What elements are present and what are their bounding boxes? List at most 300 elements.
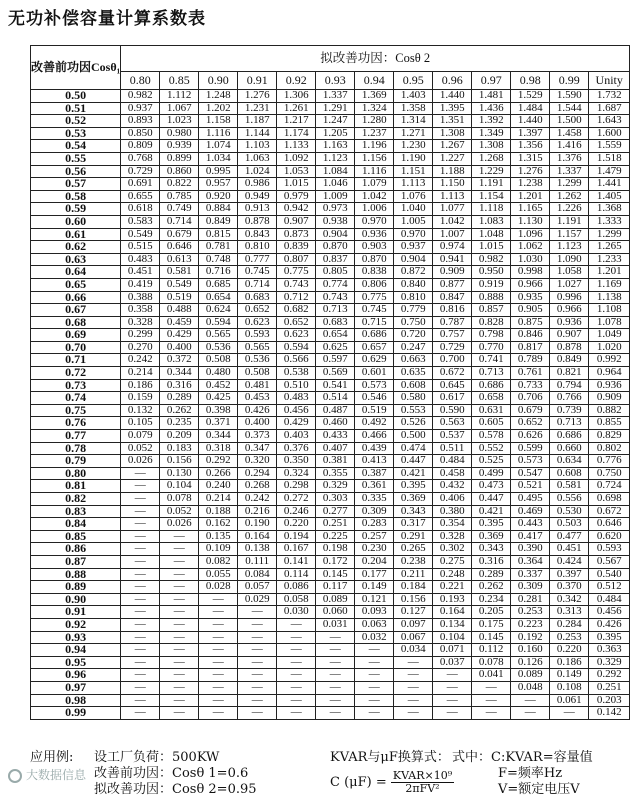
coefficient-cell: 0.257: [355, 530, 394, 543]
coefficient-cell: 1.196: [355, 140, 394, 153]
coefficient-cell: —: [277, 694, 316, 707]
coefficient-cell: 1.067: [160, 102, 199, 115]
coefficient-cell: —: [160, 543, 199, 556]
coefficient-cell: 1.015: [472, 241, 511, 254]
coefficient-cell: 0.361: [355, 480, 394, 493]
coefficient-cell: 0.397: [550, 568, 589, 581]
pf-after-header: 0.92: [277, 72, 316, 90]
coefficient-cell: 0.376: [277, 442, 316, 455]
coefficient-cell: 1.042: [433, 215, 472, 228]
coefficient-cell: 0.860: [160, 165, 199, 178]
coefficient-cell: 0.597: [316, 354, 355, 367]
coefficient-cell: 1.048: [472, 228, 511, 241]
pf-before-cell: 0.50: [31, 90, 121, 103]
coefficient-cell: 0.067: [394, 631, 433, 644]
coefficient-cell: —: [199, 618, 238, 631]
coefficient-cell: 0.460: [316, 417, 355, 430]
coefficient-cell: 1.600: [589, 127, 630, 140]
coefficient-cell: 1.261: [277, 102, 316, 115]
coefficient-cell: 0.097: [394, 618, 433, 631]
coefficient-cell: —: [316, 644, 355, 657]
coefficient-cell: 1.201: [589, 266, 630, 279]
coefficient-cell: 1.058: [550, 266, 589, 279]
table-row: [31, 681, 630, 694]
coefficient-cell: 0.370: [550, 581, 589, 594]
coefficient-cell: 0.743: [277, 278, 316, 291]
coefficient-cell: 0.214: [199, 493, 238, 506]
coefficient-cell: 0.316: [472, 555, 511, 568]
coefficient-cell: 0.492: [355, 417, 394, 430]
table-row: [31, 291, 630, 304]
coefficient-cell: 1.063: [238, 152, 277, 165]
table-row: [31, 367, 630, 380]
coefficient-cell: 0.553: [394, 404, 433, 417]
coefficient-cell: 0.302: [433, 543, 472, 556]
pf-before-cell: 0.94: [31, 644, 121, 657]
coefficient-cell: 0.761: [511, 367, 550, 380]
coefficient-cell: —: [277, 631, 316, 644]
coefficient-cell: 0.344: [160, 367, 199, 380]
coefficient-cell: 0.309: [511, 581, 550, 594]
coefficient-cell: 0.540: [589, 568, 630, 581]
coefficient-cell: —: [121, 467, 160, 480]
coefficient-cell: 0.242: [121, 354, 160, 367]
coefficient-cell: 0.583: [121, 215, 160, 228]
pf-after-header: 0.90: [199, 72, 238, 90]
coefficient-cell: 0.909: [589, 392, 630, 405]
table-row: [31, 215, 630, 228]
coefficient-cell: 0.646: [160, 241, 199, 254]
coefficient-cell: 0.878: [550, 341, 589, 354]
coefficient-cell: —: [355, 707, 394, 720]
pf-before-cell: 0.67: [31, 304, 121, 317]
table-row: [31, 480, 630, 493]
coefficient-cell: 0.145: [472, 631, 511, 644]
coefficient-cell: 1.233: [589, 253, 630, 266]
table-row: [31, 140, 630, 153]
pf-after-header: 0.99: [550, 72, 589, 90]
coefficient-cell: —: [238, 681, 277, 694]
coefficient-cell: 0.511: [433, 442, 472, 455]
coefficient-cell: 0.266: [199, 467, 238, 480]
coefficient-cell: 0.870: [316, 241, 355, 254]
coefficient-cell: 0.175: [472, 618, 511, 631]
coefficient-cell: 0.395: [589, 631, 630, 644]
coefficient-cell: 0.328: [121, 316, 160, 329]
coefficient-cell: 0.262: [160, 404, 199, 417]
coefficient-cell: 0.343: [472, 543, 511, 556]
coefficient-cell: 0.324: [277, 467, 316, 480]
table-row: [31, 228, 630, 241]
coefficient-cell: 0.284: [550, 618, 589, 631]
coefficient-cell: 1.030: [511, 253, 550, 266]
coefficient-cell: —: [433, 694, 472, 707]
coefficient-cell: 1.351: [433, 115, 472, 128]
coefficient-cell: 1.643: [589, 115, 630, 128]
coefficient-cell: 0.135: [199, 530, 238, 543]
coefficient-cell: 0.167: [277, 543, 316, 556]
coefficient-cell: —: [316, 669, 355, 682]
coefficient-cell: 0.060: [316, 606, 355, 619]
coefficient-cell: 0.057: [238, 581, 277, 594]
coefficient-cell: 0.398: [199, 404, 238, 417]
table-row: [31, 618, 630, 631]
coefficient-cell: 0.629: [355, 354, 394, 367]
coefficient-cell: 0.739: [550, 404, 589, 417]
coefficient-cell: —: [394, 656, 433, 669]
coefficient-cell: 0.698: [589, 493, 630, 506]
coefficient-cell: 0.142: [589, 707, 630, 720]
pf-after-header: 0.98: [511, 72, 550, 90]
coefficient-cell: 0.294: [238, 467, 277, 480]
coefficient-cell: 1.441: [589, 178, 630, 191]
coefficient-cell: 0.484: [433, 455, 472, 468]
coefficient-cell: 0.829: [589, 430, 630, 443]
coefficient-cell: —: [121, 631, 160, 644]
coefficient-cell: 0.838: [355, 266, 394, 279]
pf-before-cell: 0.99: [31, 707, 121, 720]
coefficient-cell: 0.381: [316, 455, 355, 468]
coefficient-cell: 0.499: [472, 467, 511, 480]
pf-before-cell: 0.70: [31, 341, 121, 354]
coefficient-cell: 0.716: [199, 266, 238, 279]
coefficient-cell: 0.794: [550, 379, 589, 392]
coefficient-cell: 0.188: [199, 505, 238, 518]
coefficient-cell: 0.078: [160, 493, 199, 506]
coefficient-table: [30, 45, 630, 720]
coefficient-cell: 0.805: [316, 266, 355, 279]
coefficient-cell: —: [199, 593, 238, 606]
coefficient-cell: 1.103: [238, 140, 277, 153]
coefficient-cell: —: [238, 618, 277, 631]
table-row: [31, 644, 630, 657]
coefficient-cell: 0.733: [511, 379, 550, 392]
coefficient-cell: 0.777: [238, 253, 277, 266]
coefficient-cell: 0.679: [160, 228, 199, 241]
coefficient-cell: 1.276: [238, 90, 277, 103]
coefficient-cell: 0.654: [199, 291, 238, 304]
coefficient-cell: 0.645: [433, 379, 472, 392]
coefficient-cell: —: [199, 669, 238, 682]
coefficient-cell: 0.108: [550, 681, 589, 694]
coefficient-cell: 0.458: [433, 467, 472, 480]
coefficient-cell: 1.015: [277, 178, 316, 191]
coefficient-cell: 0.079: [121, 430, 160, 443]
header-pf-after: 拟改善功因：Cosθ 2: [121, 46, 630, 72]
table-row: [31, 581, 630, 594]
coefficient-cell: 0.052: [121, 442, 160, 455]
coefficient-cell: 0.055: [199, 568, 238, 581]
coefficient-cell: 0.563: [433, 417, 472, 430]
coefficient-cell: 0.939: [160, 140, 199, 153]
coefficient-cell: 1.368: [589, 203, 630, 216]
coefficient-cell: 0.419: [121, 278, 160, 291]
coefficient-cell: 0.601: [355, 367, 394, 380]
formula-lhs: C (μF) =: [330, 775, 387, 790]
coefficient-cell: —: [121, 568, 160, 581]
coefficient-cell: 0.447: [394, 455, 433, 468]
coefficient-cell: 0.828: [472, 316, 511, 329]
coefficient-cell: 0.809: [121, 140, 160, 153]
coefficient-cell: 0.618: [121, 203, 160, 216]
coefficient-cell: 1.265: [589, 241, 630, 254]
coefficient-cell: 0.159: [121, 392, 160, 405]
pf-before-cell: 0.69: [31, 329, 121, 342]
coefficient-cell: 0.400: [238, 417, 277, 430]
coefficient-cell: 0.655: [121, 190, 160, 203]
coefficient-cell: 0.456: [589, 606, 630, 619]
pf-before-cell: 0.75: [31, 404, 121, 417]
coefficient-cell: 0.483: [277, 392, 316, 405]
coefficient-cell: 0.872: [394, 266, 433, 279]
coefficient-cell: 1.188: [433, 165, 472, 178]
watermark: [8, 766, 86, 783]
coefficient-cell: 0.686: [550, 430, 589, 443]
coefficient-cell: 0.980: [160, 127, 199, 140]
coefficient-cell: 0.512: [589, 581, 630, 594]
coefficient-cell: 1.083: [472, 215, 511, 228]
example-pf-before: 改善前功因：Cosθ 1=0.6: [94, 766, 249, 781]
coefficient-cell: 0.519: [355, 404, 394, 417]
coefficient-cell: 0.268: [238, 480, 277, 493]
coefficient-cell: 0.567: [589, 555, 630, 568]
coefficient-cell: 0.996: [550, 291, 589, 304]
coefficient-cell: 1.006: [355, 203, 394, 216]
coefficient-cell: 0.873: [277, 228, 316, 241]
coefficient-cell: 0.846: [511, 329, 550, 342]
coefficient-cell: 1.395: [433, 102, 472, 115]
coefficient-cell: 0.342: [550, 593, 589, 606]
coefficient-cell: 0.857: [472, 304, 511, 317]
coefficient-cell: —: [433, 681, 472, 694]
coefficient-cell: —: [121, 694, 160, 707]
coefficient-cell: 0.569: [316, 367, 355, 380]
coefficient-cell: 0.608: [394, 379, 433, 392]
where-frequency: F=频率Hz: [498, 766, 563, 781]
coefficient-cell: 1.529: [511, 90, 550, 103]
coefficient-cell: 0.320: [238, 455, 277, 468]
coefficient-cell: 0.982: [121, 90, 160, 103]
coefficient-cell: 0.184: [394, 581, 433, 594]
coefficient-cell: 0.875: [511, 316, 550, 329]
coefficient-cell: 1.248: [199, 90, 238, 103]
coefficient-cell: 0.646: [589, 518, 630, 531]
coefficient-cell: 0.488: [160, 304, 199, 317]
coefficient-cell: 0.204: [355, 555, 394, 568]
coefficient-cell: 0.105: [121, 417, 160, 430]
coefficient-cell: 0.748: [199, 253, 238, 266]
coefficient-cell: 0.691: [121, 178, 160, 191]
coefficient-cell: 1.687: [589, 102, 630, 115]
coefficient-cell: 0.313: [550, 606, 589, 619]
coefficient-cell: 0.920: [199, 190, 238, 203]
coefficient-cell: —: [355, 656, 394, 669]
coefficient-cell: 0.713: [472, 367, 511, 380]
coefficient-cell: 1.191: [472, 178, 511, 191]
coefficient-cell: —: [121, 606, 160, 619]
coefficient-cell: 0.253: [511, 606, 550, 619]
coefficient-cell: —: [316, 631, 355, 644]
coefficient-cell: 0.949: [238, 190, 277, 203]
table-row: [31, 165, 630, 178]
pf-before-cell: 0.97: [31, 681, 121, 694]
coefficient-cell: —: [238, 644, 277, 657]
coefficient-cell: 0.635: [394, 367, 433, 380]
coefficient-cell: 0.061: [550, 694, 589, 707]
coefficient-cell: 1.090: [550, 253, 589, 266]
coefficient-cell: 0.581: [550, 480, 589, 493]
coefficient-cell: —: [394, 681, 433, 694]
coefficient-cell: 0.683: [238, 291, 277, 304]
table-row: [31, 316, 630, 329]
coefficient-cell: 0.211: [394, 568, 433, 581]
pf-before-cell: 0.53: [31, 127, 121, 140]
coefficient-cell: 0.086: [277, 581, 316, 594]
coefficient-cell: 0.031: [316, 618, 355, 631]
coefficient-cell: 1.027: [550, 278, 589, 291]
coefficient-cell: 0.289: [472, 568, 511, 581]
coefficient-cell: 0.162: [199, 518, 238, 531]
watermark-text: 大数据信息: [26, 768, 87, 782]
coefficient-cell: 1.358: [394, 102, 433, 115]
pf-before-cell: 0.61: [31, 228, 121, 241]
coefficient-cell: 0.111: [238, 555, 277, 568]
coefficient-cell: —: [277, 644, 316, 657]
pf-after-header: 0.95: [394, 72, 433, 90]
coefficient-cell: 0.878: [238, 215, 277, 228]
table-row: [31, 555, 630, 568]
coefficient-cell: 0.220: [277, 518, 316, 531]
coefficient-cell: 0.919: [472, 278, 511, 291]
pf-before-cell: 0.96: [31, 669, 121, 682]
table-row: [31, 392, 630, 405]
coefficient-cell: 1.191: [550, 215, 589, 228]
coefficient-cell: 1.076: [394, 190, 433, 203]
coefficient-cell: 0.986: [238, 178, 277, 191]
pf-before-cell: 0.88: [31, 568, 121, 581]
coefficient-cell: —: [121, 505, 160, 518]
coefficient-cell: 0.395: [394, 480, 433, 493]
pf-before-cell: 0.90: [31, 593, 121, 606]
coefficient-cell: 0.741: [472, 354, 511, 367]
coefficient-cell: 1.314: [394, 115, 433, 128]
coefficient-cell: 0.421: [472, 505, 511, 518]
table-row: [31, 341, 630, 354]
coefficient-cell: 1.590: [550, 90, 589, 103]
coefficient-cell: 0.238: [394, 555, 433, 568]
coefficient-cell: 0.214: [121, 367, 160, 380]
coefficient-cell: —: [121, 480, 160, 493]
coefficient-cell: 0.775: [355, 291, 394, 304]
coefficient-cell: 0.037: [433, 656, 472, 669]
coefficient-cell: 0.052: [160, 505, 199, 518]
table-row: [31, 430, 630, 443]
coefficient-cell: 0.156: [394, 593, 433, 606]
coefficient-cell: 0.082: [199, 555, 238, 568]
coefficient-cell: 1.108: [589, 304, 630, 317]
coefficient-cell: 0.149: [355, 581, 394, 594]
coefficient-cell: 1.262: [550, 190, 589, 203]
coefficient-cell: 0.882: [589, 404, 630, 417]
coefficient-cell: 0.407: [316, 442, 355, 455]
pf-before-cell: 0.82: [31, 493, 121, 506]
coefficient-cell: 0.682: [277, 304, 316, 317]
coefficient-cell: 0.289: [160, 392, 199, 405]
coefficient-cell: 1.112: [160, 90, 199, 103]
pf-after-header: 0.97: [472, 72, 511, 90]
coefficient-cell: 0.403: [277, 430, 316, 443]
pf-before-cell: 0.68: [31, 316, 121, 329]
coefficient-cell: 0.798: [472, 329, 511, 342]
coefficient-cell: 0.253: [550, 631, 589, 644]
coefficient-cell: 0.837: [316, 253, 355, 266]
coefficient-cell: 1.544: [550, 102, 589, 115]
coefficient-cell: 0.277: [316, 505, 355, 518]
coefficient-cell: 0.292: [589, 669, 630, 682]
coefficient-cell: —: [121, 618, 160, 631]
coefficient-cell: 1.440: [511, 115, 550, 128]
coefficient-cell: 0.262: [472, 581, 511, 594]
coefficient-cell: 0.078: [472, 656, 511, 669]
table-row: [31, 606, 630, 619]
pf-before-cell: 0.54: [31, 140, 121, 153]
coefficient-cell: —: [277, 681, 316, 694]
coefficient-cell: 1.481: [472, 90, 511, 103]
coefficient-cell: 0.806: [355, 278, 394, 291]
coefficient-cell: 0.870: [355, 253, 394, 266]
pf-before-cell: 0.62: [31, 241, 121, 254]
coefficient-cell: 0.221: [433, 581, 472, 594]
coefficient-cell: 0.907: [277, 215, 316, 228]
example-pf-after: 拟改善功因：Cosθ 2=0.95: [94, 782, 257, 797]
coefficient-cell: 0.998: [511, 266, 550, 279]
table-row: [31, 203, 630, 216]
coefficient-cell: 1.156: [355, 152, 394, 165]
coefficient-cell: 0.729: [121, 165, 160, 178]
coefficient-cell: 0.041: [472, 669, 511, 682]
coefficient-cell: 0.406: [433, 493, 472, 506]
coefficient-cell: 0.240: [199, 480, 238, 493]
coefficient-cell: 0.729: [433, 341, 472, 354]
coefficient-cell: —: [433, 707, 472, 720]
coefficient-cell: 0.992: [589, 354, 630, 367]
coefficient-cell: 1.518: [589, 152, 630, 165]
coefficient-cell: 0.303: [316, 493, 355, 506]
coefficient-cell: —: [394, 669, 433, 682]
coefficient-cell: 0.565: [199, 329, 238, 342]
coefficient-cell: 1.020: [589, 341, 630, 354]
coefficient-cell: 0.877: [433, 278, 472, 291]
coefficient-cell: 1.238: [511, 178, 550, 191]
coefficient-cell: 0.358: [121, 304, 160, 317]
pf-before-cell: 0.72: [31, 367, 121, 380]
coefficient-cell: 0.713: [316, 304, 355, 317]
coefficient-cell: —: [160, 593, 199, 606]
coefficient-cell: —: [316, 681, 355, 694]
coefficient-cell: —: [199, 694, 238, 707]
coefficient-cell: 0.425: [199, 392, 238, 405]
table-row: [31, 417, 630, 430]
coefficient-cell: 0.177: [355, 568, 394, 581]
pf-after-header: 0.96: [433, 72, 472, 90]
coefficient-cell: 0.685: [199, 278, 238, 291]
coefficient-cell: 0.112: [472, 644, 511, 657]
coefficient-cell: 0.634: [550, 455, 589, 468]
coefficient-cell: 0.354: [433, 518, 472, 531]
coefficient-cell: 1.237: [355, 127, 394, 140]
coefficient-cell: 0.030: [277, 606, 316, 619]
coefficient-cell: 0.032: [355, 631, 394, 644]
